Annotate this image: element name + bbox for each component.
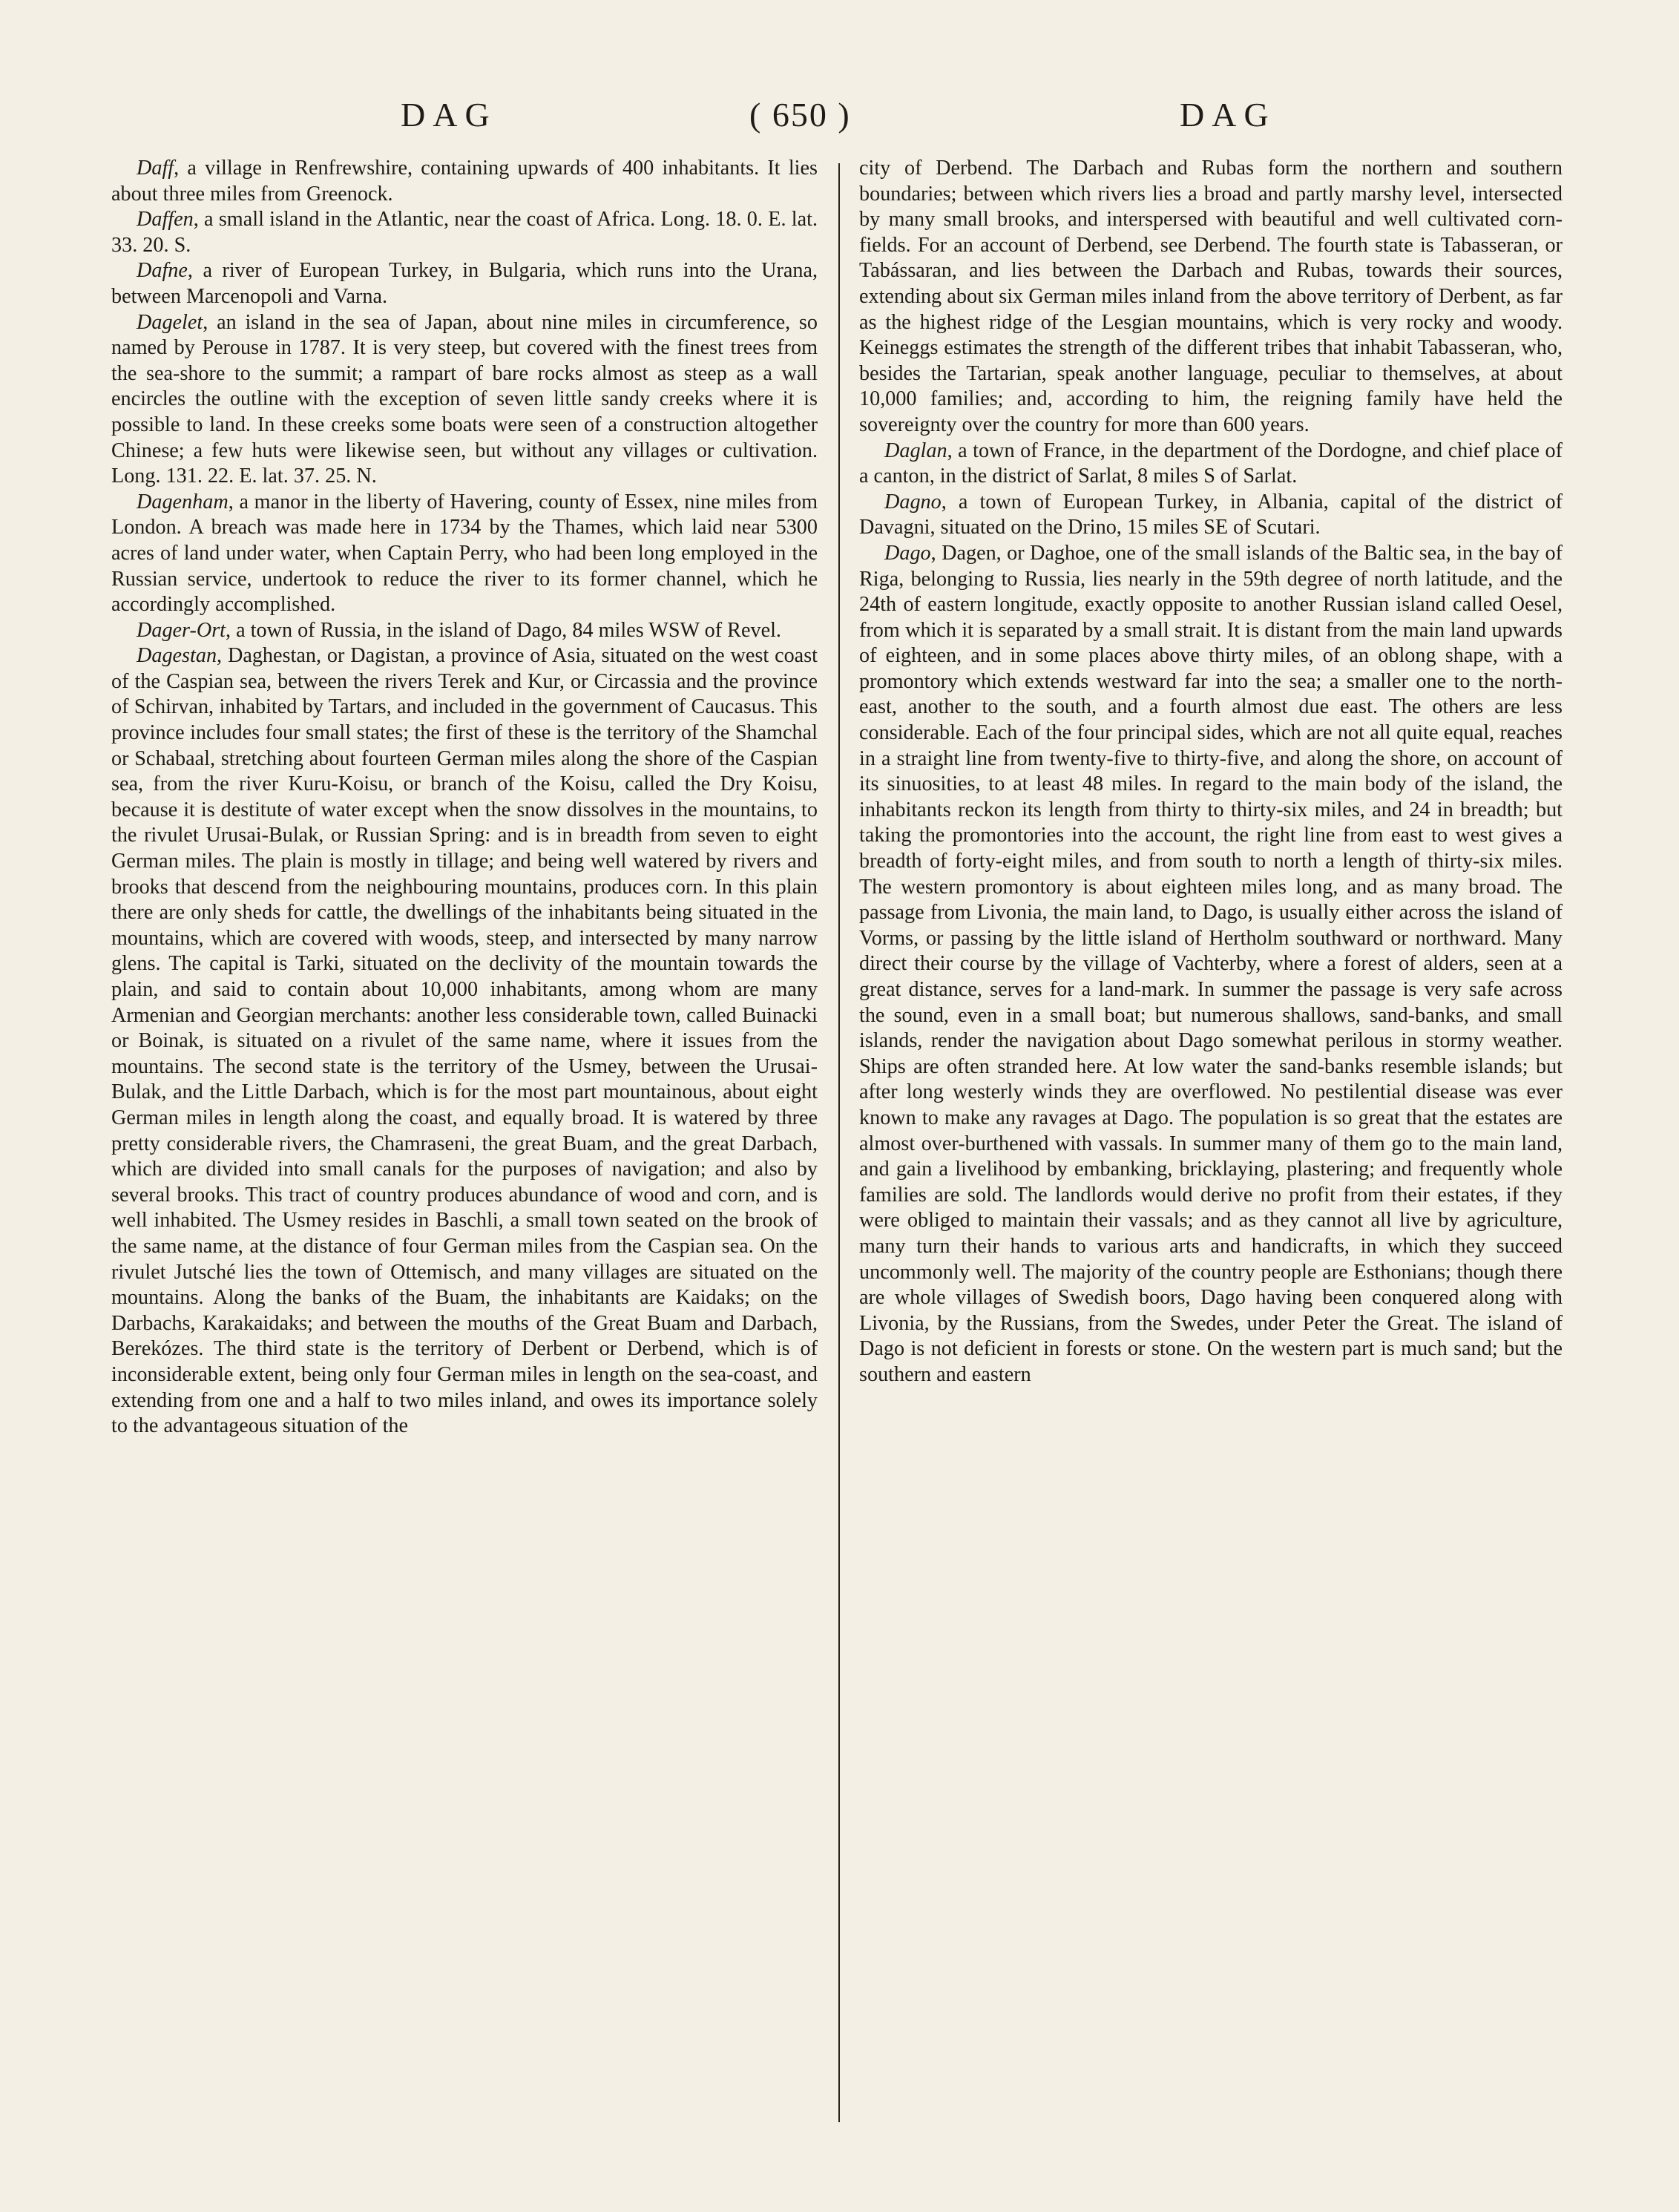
entry-text: , a town of Russia, in the island of Dago, 84 miles WSW of Revel. <box>226 618 781 642</box>
entry <box>111 156 818 207</box>
entry-headword: Daff <box>137 157 174 180</box>
entry-text: , a manor in the liberty of Havering, county of Essex, nine miles from London. A breach was made here in 1734 by the Thames, which laid near 5300 acres of land under water, when Captain Perry, who had been long employed in the Russian service, undertook to reduce the river to its former channel, which he accordingly accomplished. <box>111 490 818 617</box>
page-number: ( 650 ) <box>749 96 851 134</box>
entry <box>111 310 818 490</box>
entry <box>111 207 818 258</box>
entry <box>111 618 818 644</box>
entry-text: , an island in the sea of Japan, about nine miles in circumference, so named by Perouse in 1787. It is very steep, but covered with the finest trees from the sea-shore to the summit; a rampart of bare rocks almost as steep as a wall encircles the outline with the exception of seven little sandy creeks where it is possible to land. In these creeks some boats were seen of a construction altogether Chinese; a few huts were likewise seen, but without any villages or cultivation. Long. 131. 22. E. lat. 37. 25. N. <box>111 310 818 488</box>
running-header <box>0 89 1679 141</box>
entry-text: city of Derbend. The Darbach and Rubas form the northern and southern boundaries; between which rivers lies a broad and partly marshy level, intersected by many small brooks, and interspersed with beautiful and well cultivated corn-fields. For an account of Derbend, see Derbend. The fourth state is Tabasseran, or Tabássaran, and lies between the Darbach and Rubas, towards their sources, extending about six German miles inland from the above territory of Derbent, as far as the highest ridge of the Lesgian mountains, which is very rocky and woody. Keineggs estimates the strength of the different tribes that inhabit Tabasseran, who, besides the Tartarian, speak another language, peculiar to themselves, at about 10,000 families; and, according to him, the reigning family have held the sovereignty over the country for more than 600 years. <box>859 157 1563 436</box>
entry-text: , Daghestan, or Dagistan, a province of Asia, situated on the west coast of the Caspian sea, between the rivers Terek and Kur, or Circassia and the province of Schirvan, inhabited by Tartars, and included in the government of Caucasus. This province includes four small states; the first of these is the territory of the Shamchal or Schabaal, stretching about fourteen German miles along the shore of the Caspian sea, from the river Kuru-Koisu, or branch of the Koisu, called the Dry Koisu, because it is destitute of water except when the snow dissolves in the mountains, to the rivulet Urusai-Bulak, or Russian Spring: and is in breadth from seven to eight German miles. The plain is mostly in tillage; and being well watered by rivers and brooks that descend from the neighbouring mountains, produces corn. In this plain there are only sheds for cattle, the dwellings of the inhabitants being situated in the mountains, which are covered with woods, steep, and intersected by many narrow glens. The capital is Tarki, situated on the declivity of the mountain towards the plain, and said to contain about 10,000 inhabitants, among whom are many Armenian and Georgian merchants: another less considerable town, called Buinacki or Boinak, is situated on a rivulet of the same name, where it issues from the mountains. The second state is the territory of the Usmey, between the Urusai-Bulak, and the Little Darbach, which is for the most part mountainous, about eight German miles in length along the coast, and equally broad. It is watered by three pretty considerable rivers, the Chamraseni, the great Buam, and the great Darbach, which are divided into small canals for the purposes of navigation; and also by several brooks. This tract of country produces abundance of wood and corn, and is well inhabited. The Usmey resides in Baschli, a small town seated on the brook of the same name, at the distance of four German miles from the Caspian sea. On the rivulet Jutsché lies the town of Ottemisch, and many villages are situated on the mountains. Along the banks of the Buam, the inhabitants are Kaidaks; on the Darbachs, Karakaidaks; and between the mouths of the Great Buam and Darbach, Berekózes. The third state is the territory of Derbent or Derbend, which is of inconsiderable extent, being only four German miles in length on the sea-coast, and extending from one and a half to two miles inland, and owes its importance solely to the advantageous situation of the <box>111 644 818 1438</box>
entry-headword: Dagelet <box>137 310 203 334</box>
entry <box>111 490 818 618</box>
entry-headword: Daglan <box>884 439 947 462</box>
header-left-catchword: DAG <box>401 96 497 134</box>
entry <box>859 439 1563 490</box>
entry <box>111 643 818 1439</box>
column-divider <box>838 163 840 2122</box>
entry-headword: Dafne <box>137 259 188 283</box>
entry <box>859 490 1563 541</box>
entry <box>859 541 1563 1388</box>
entry-headword: Dagno <box>884 490 942 513</box>
entry <box>111 258 818 309</box>
entry-text: , Dagen, or Daghoe, one of the small islands of the Baltic sea, in the bay of Riga, belonging to Russia, lies nearly in the 59th degree of north latitude, and the 24th of eastern longitude, exactly opposite to another Russian island called Oesel, from which it is separated by a small strait. It is distant from the main land upwards of eighteen, and in some places above thirty miles, of an oblong shape, with a promontory which extends westward far into the sea; a smaller one to the north-east, another to the south, and a fourth almost due east. The others are less considerable. Each of the four principal sides, which are not all quite equal, reaches in a straight line from twenty-five to thirty-five, and along the shore, on account of its sinuosities, to at least 48 miles. In regard to the main body of the island, the inhabitants reckon its length from thirty to thirty-six miles, and 24 in breadth; but taking the promontories into the account, the right line from east to west gives a breadth of forty-eight miles, and from south to north a length of thirty-six miles. The western promontory is about eighteen miles long, and as many broad. The passage from Livonia, the main land, to Dago, is usually either across the island of Vorms, or passing by the little island of Hertholm southward or northward. Many direct their course by the village of Vachterby, where a forest of alders, seen at a great distance, serves for a land-mark. In summer the passage is very safe across the sound, even in a small boat; but numerous shallows, sand-banks, and small islands, render the navigation about Dago somewhat perilous in stormy weather. Ships are often stranded here. At low water the sand-banks resemble islands; but after long westerly winds they are overflowed. No pestilential disease was ever known to make any ravages at Dago. The population is so great that the estates are almost over-burthened with vassals. In summer many of them go to the main land, and gain a livelihood by embanking, bricklaying, plastering; and frequently whole families are sold. The landlords would derive no profit from their estates, if they were obliged to maintain their vassals; and as they cannot all live by agriculture, many turn their hands to various arts and handicrafts, in which they succeed uncommonly well. The majority of the country people are Esthonians; though there are whole villages of Swedish boors, Dago having been conquered along with Livonia, by the Russians, from the Swedes, under Peter the Great. The island of Dago is not deficient in forests or stone. On the western part is much sand; but the southern and eastern <box>859 541 1563 1386</box>
entry-headword: Dager-Ort <box>137 618 226 642</box>
entry-text: , a town of France, in the department of the Dordogne, and chief place of a canton, in the district of Sarlat, 8 miles S of Sarlat. <box>859 439 1563 488</box>
left-column <box>111 156 818 2189</box>
entry-headword: Daffen <box>137 208 194 232</box>
right-column <box>859 156 1563 2189</box>
entry-headword: Dagestan <box>137 644 217 668</box>
entry-text: , a village in Renfrewshire, containing upwards of 400 inhabitants. It lies about three miles from Greenock. <box>111 157 818 206</box>
entry-text: , a river of European Turkey, in Bulgaria, which runs into the Urana, between Marcenopoli and Varna. <box>111 259 818 308</box>
entry-headword: Dago <box>884 541 931 565</box>
entry-text: , a small island in the Atlantic, near the coast of Africa. Long. 18. 0. E. lat. 33. 20. S. <box>111 208 818 257</box>
entry-text: , a town of European Turkey, in Albania, capital of the district of Davagni, situated on the Drino, 15 miles SE of Scutari. <box>859 490 1563 539</box>
header-right-catchword: DAG <box>1180 96 1276 134</box>
entry-continuation <box>859 156 1563 439</box>
entry-headword: Dagenham <box>137 490 229 513</box>
